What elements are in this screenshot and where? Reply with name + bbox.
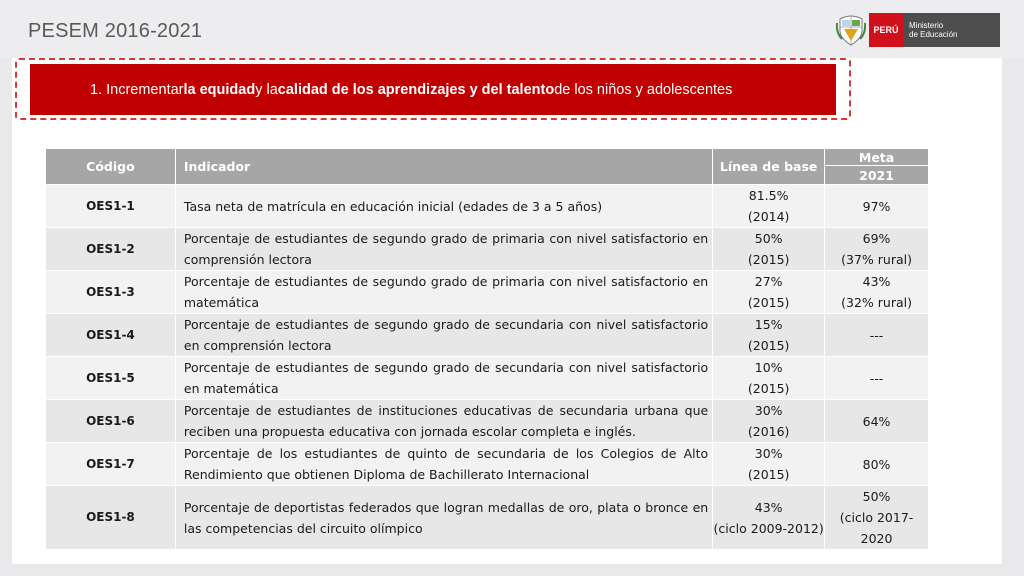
- cell-code: OES1-8: [46, 486, 176, 550]
- header-target: Meta: [825, 149, 929, 166]
- cell-target: ---: [825, 314, 929, 357]
- table-row: [46, 443, 929, 486]
- table-row: [46, 271, 929, 314]
- cell-indicator: Porcentaje de estudiantes de segundo grado de primaria con nivel satisfactorio en matemática: [175, 271, 712, 314]
- table-body: [46, 185, 929, 550]
- cell-baseline: 15% (2015): [713, 314, 825, 357]
- cell-baseline: 10% (2015): [713, 357, 825, 400]
- table-row: [46, 486, 929, 550]
- cell-code: OES1-2: [46, 228, 176, 271]
- header-target-year: 2021: [825, 166, 929, 185]
- cell-baseline: 27% (2015): [713, 271, 825, 314]
- table-row: [46, 314, 929, 357]
- cell-indicator: Porcentaje de deportistas federados que logran medallas de oro, plata o bronce en las competencias del circuito olímpico: [175, 486, 712, 550]
- cell-baseline: 30% (2016): [713, 400, 825, 443]
- cell-code: OES1-7: [46, 443, 176, 486]
- indicators-table: [45, 148, 929, 550]
- cell-target: 43% (32% rural): [825, 271, 929, 314]
- cell-baseline: 43% (ciclo 2009-2012): [713, 486, 825, 550]
- cell-indicator: Tasa neta de matrícula en educación inicial (edades de 3 a 5 años): [175, 185, 712, 228]
- table-row: [46, 400, 929, 443]
- header-code: Código: [46, 149, 176, 185]
- cell-target: 97%: [825, 185, 929, 228]
- cell-target: 50% (ciclo 2017- 2020: [825, 486, 929, 550]
- logo-ministry-line1: Ministerio: [909, 21, 944, 30]
- table-row: [46, 357, 929, 400]
- cell-indicator: Porcentaje de estudiantes de segundo grado de primaria con nivel satisfactorio en comprensión lectora: [175, 228, 712, 271]
- banner-bold-equity: la equidad: [183, 81, 256, 98]
- cell-indicator: Porcentaje de estudiantes de instituciones educativas de secundaria urbana que reciben una propuesta educativa con jornada escolar completa e inglés.: [175, 400, 712, 443]
- ministry-logo: [836, 13, 1000, 47]
- cell-target: 80%: [825, 443, 929, 486]
- banner-prefix: 1. Incrementar: [90, 81, 184, 98]
- cell-target: ---: [825, 357, 929, 400]
- cell-target: 64%: [825, 400, 929, 443]
- cell-code: OES1-3: [46, 271, 176, 314]
- table-row: [46, 185, 929, 228]
- cell-indicator: Porcentaje de estudiantes de segundo grado de secundaria con nivel satisfactorio en matemática: [175, 357, 712, 400]
- cell-code: OES1-1: [46, 185, 176, 228]
- banner-mid: y la: [255, 81, 278, 98]
- cell-baseline: 81.5% (2014): [713, 185, 825, 228]
- banner-bold-quality: calidad de los aprendizajes y del talento: [277, 81, 555, 98]
- coat-of-arms-icon: [836, 13, 866, 47]
- cell-baseline: 30% (2015): [713, 443, 825, 486]
- cell-indicator: Porcentaje de los estudiantes de quinto de secundaria de los Colegios de Alto Rendimiento que obtienen Diploma de Bachillerato Internacional: [175, 443, 712, 486]
- cell-target: 69% (37% rural): [825, 228, 929, 271]
- logo-ministry-line2: de Educación: [909, 30, 958, 39]
- header-indicator: Indicador: [175, 149, 712, 185]
- cell-baseline: 50% (2015): [713, 228, 825, 271]
- logo-country: PERÚ: [869, 13, 903, 47]
- cell-code: OES1-6: [46, 400, 176, 443]
- banner-suffix: de los niños y adolescentes: [554, 81, 733, 98]
- logo-ministry: [903, 13, 1000, 47]
- slide-title: PESEM 2016-2021: [28, 20, 203, 42]
- cell-indicator: Porcentaje de estudiantes de segundo grado de secundaria con nivel satisfactorio en comprensión lectora: [175, 314, 712, 357]
- objective-banner: [30, 64, 836, 115]
- table-row: [46, 228, 929, 271]
- cell-code: OES1-4: [46, 314, 176, 357]
- cell-code: OES1-5: [46, 357, 176, 400]
- header-baseline: Línea de base: [713, 149, 825, 185]
